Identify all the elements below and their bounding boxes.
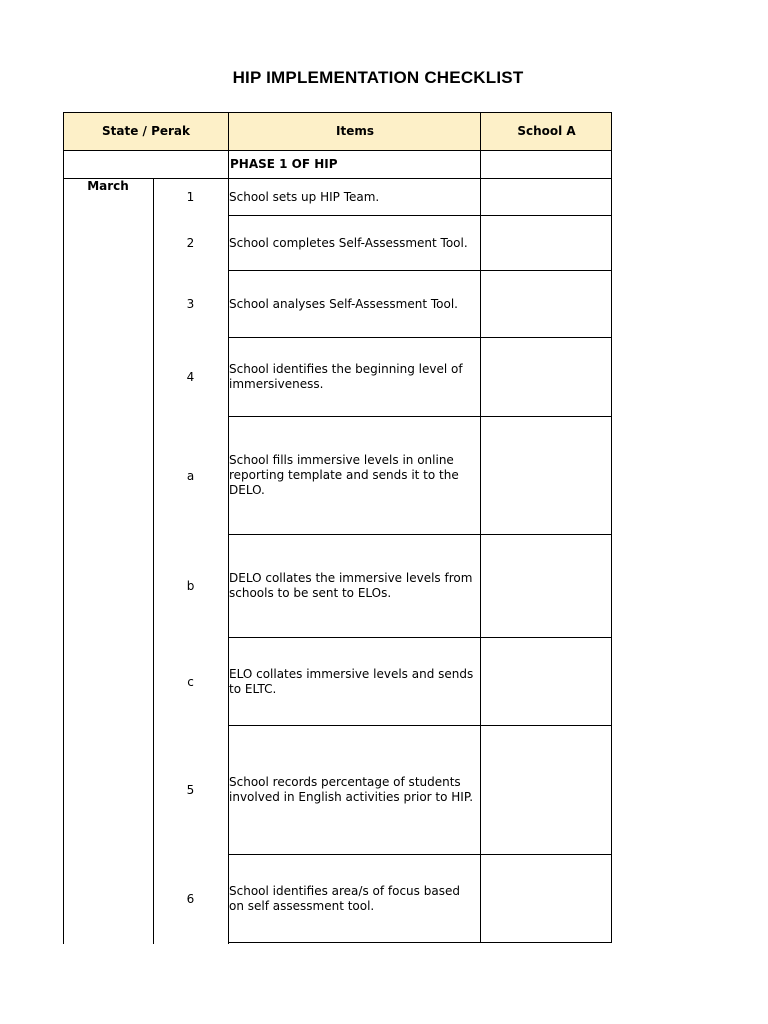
- header-divider: [63, 150, 612, 151]
- row-number: a: [186, 468, 195, 483]
- row-divider: [229, 270, 612, 271]
- document-title: HIP IMPLEMENTATION CHECKLIST: [232, 68, 524, 87]
- col-border-right: [611, 112, 612, 943]
- school-cell[interactable]: [482, 216, 611, 270]
- row-number: b: [186, 579, 195, 593]
- row-number: 4: [186, 370, 195, 384]
- row-number: 2: [186, 236, 195, 250]
- col-border-items: [228, 112, 229, 944]
- row-divider: [229, 854, 612, 855]
- school-cell[interactable]: [482, 179, 611, 215]
- item-text: ELO collates immersive levels and sends to ELTC.: [229, 666, 474, 696]
- school-cell[interactable]: [482, 726, 611, 854]
- school-cell[interactable]: [482, 638, 611, 725]
- item-text: School identifies area/s of focus based on self assessment tool.: [229, 883, 460, 913]
- school-cell[interactable]: [482, 855, 611, 942]
- school-cell[interactable]: [482, 417, 611, 534]
- row-divider: [229, 942, 612, 943]
- school-cell[interactable]: [482, 271, 611, 337]
- item-text: School records percentage of students involved in English activities prior to HIP.: [229, 775, 474, 804]
- row-divider: [229, 637, 612, 638]
- phase-divider: [63, 178, 612, 179]
- row-divider: [229, 337, 612, 338]
- item-text: School completes Self-Assessment Tool.: [229, 235, 468, 250]
- item-text: School analyses Self-Assessment Tool.: [229, 296, 458, 311]
- row-number: 5: [186, 783, 195, 797]
- header-items: Items: [229, 112, 481, 150]
- row-number: 1: [186, 190, 195, 204]
- item-text: School identifies the beginning level of immersiveness.: [229, 362, 463, 391]
- row-divider: [229, 534, 612, 535]
- row-number: c: [187, 674, 194, 689]
- table-border-top: [63, 112, 612, 113]
- header-school: School A: [481, 112, 612, 150]
- item-text: DELO collates the immersive levels from schools to be sent to ELOs.: [229, 571, 473, 600]
- row-divider: [229, 725, 612, 726]
- row-number: 3: [186, 297, 195, 311]
- month-label: March: [87, 179, 129, 193]
- header-state: State / Perak: [63, 112, 229, 150]
- col-border-school: [480, 112, 481, 943]
- phase-label: PHASE 1 OF HIP: [230, 157, 338, 171]
- school-cell[interactable]: [482, 338, 611, 416]
- col-border-month: [153, 178, 154, 944]
- row-divider: [229, 416, 612, 417]
- school-cell[interactable]: [482, 535, 611, 637]
- row-divider: [229, 215, 612, 216]
- item-text: School fills immersive levels in online reporting template and sends it to the DELO.: [229, 453, 459, 497]
- item-text: School sets up HIP Team.: [229, 189, 380, 204]
- row-number: 6: [186, 891, 195, 906]
- col-border-left: [63, 112, 64, 944]
